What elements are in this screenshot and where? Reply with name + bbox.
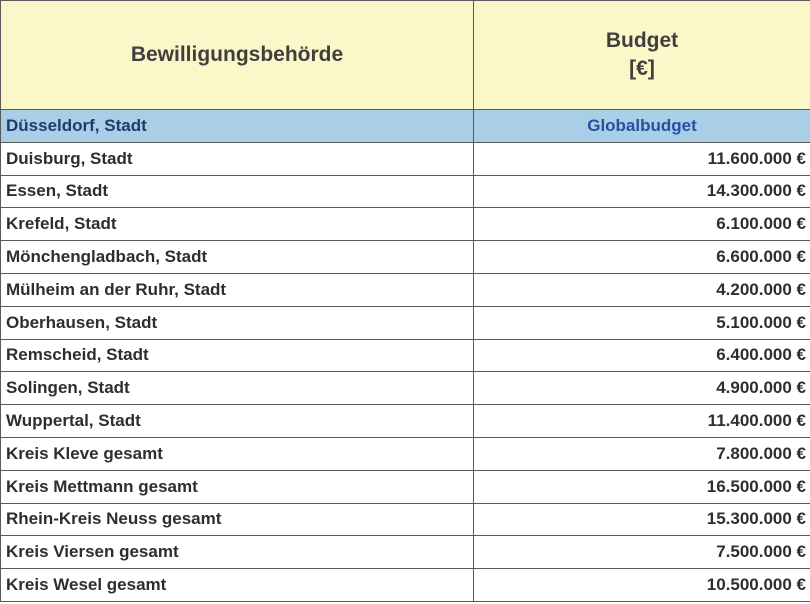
table-row <box>1 569 810 602</box>
table-row <box>1 470 810 503</box>
budget-cell: 11.600.000 € <box>474 142 810 175</box>
budget-cell: 14.300.000 € <box>474 175 810 208</box>
authority-cell: Duisburg, Stadt <box>1 142 474 175</box>
table-row <box>1 306 810 339</box>
header-budget <box>474 1 810 110</box>
authority-cell: Essen, Stadt <box>1 175 474 208</box>
table-row <box>1 273 810 306</box>
table-row <box>1 536 810 569</box>
authority-cell: Rhein-Kreis Neuss gesamt <box>1 503 474 536</box>
header-authority: Bewilligungsbehörde <box>1 1 474 110</box>
budget-cell: Globalbudget <box>474 110 810 143</box>
table-row <box>1 437 810 470</box>
table-row <box>1 405 810 438</box>
authority-cell: Solingen, Stadt <box>1 372 474 405</box>
budget-cell: 6.400.000 € <box>474 339 810 372</box>
authority-cell: Krefeld, Stadt <box>1 208 474 241</box>
table-row <box>1 503 810 536</box>
budget-cell: 7.800.000 € <box>474 437 810 470</box>
authority-cell: Kreis Viersen gesamt <box>1 536 474 569</box>
budget-cell: 16.500.000 € <box>474 470 810 503</box>
table-row <box>1 175 810 208</box>
table-row <box>1 208 810 241</box>
header-budget-unit: [€] <box>629 57 655 80</box>
header-row <box>1 1 810 110</box>
authority-cell: Mülheim an der Ruhr, Stadt <box>1 273 474 306</box>
budget-cell: 4.900.000 € <box>474 372 810 405</box>
table-row <box>1 110 810 143</box>
budget-cell: 15.300.000 € <box>474 503 810 536</box>
budget-cell: 4.200.000 € <box>474 273 810 306</box>
authority-cell: Düsseldorf, Stadt <box>1 110 474 143</box>
budget-cell: 6.600.000 € <box>474 241 810 274</box>
authority-cell: Mönchengladbach, Stadt <box>1 241 474 274</box>
header-budget-label: Budget <box>605 29 679 52</box>
budget-cell: 5.100.000 € <box>474 306 810 339</box>
budget-cell: 10.500.000 € <box>474 569 810 602</box>
table-header <box>1 1 810 110</box>
table-row <box>1 241 810 274</box>
authority-cell: Oberhausen, Stadt <box>1 306 474 339</box>
authority-cell: Remscheid, Stadt <box>1 339 474 372</box>
budget-cell: 6.100.000 € <box>474 208 810 241</box>
budget-cell: 11.400.000 € <box>474 405 810 438</box>
table-row <box>1 142 810 175</box>
table-row <box>1 339 810 372</box>
table-row <box>1 372 810 405</box>
authority-cell: Kreis Wesel gesamt <box>1 569 474 602</box>
authority-cell: Kreis Kleve gesamt <box>1 437 474 470</box>
table-body <box>1 110 810 602</box>
budget-cell: 7.500.000 € <box>474 536 810 569</box>
authority-cell: Kreis Mettmann gesamt <box>1 470 474 503</box>
authority-cell: Wuppertal, Stadt <box>1 405 474 438</box>
